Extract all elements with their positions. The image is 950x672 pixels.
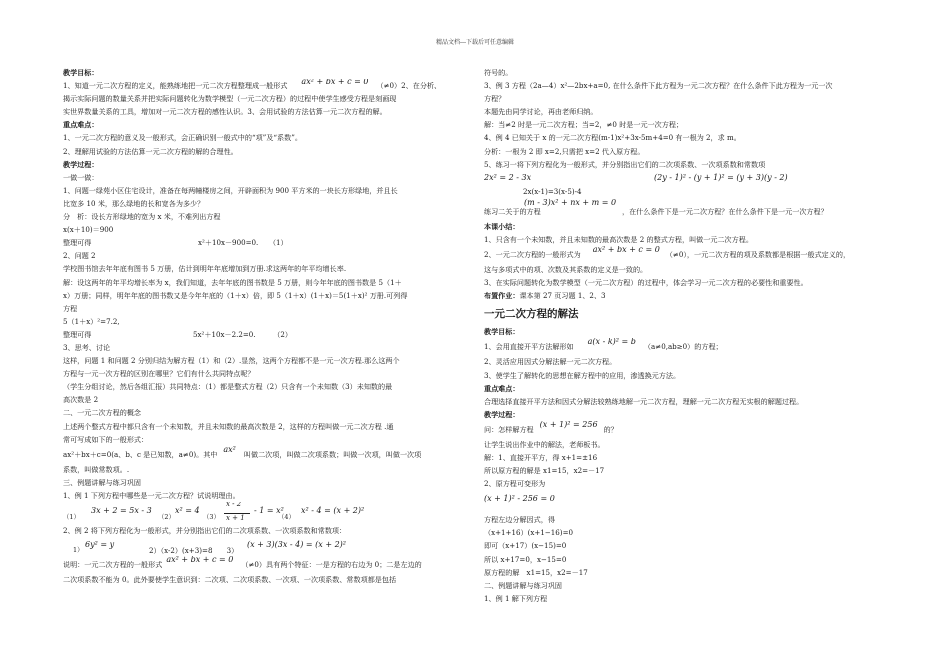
equation-1: x²＋10x－900=0. （1） <box>198 238 288 248</box>
text-part: （a≠0,ab≥0）的方程； <box>643 342 723 352</box>
text-line <box>63 236 469 249</box>
text-line: 常可写成如下的一般形式： <box>63 434 149 444</box>
right-column <box>484 66 889 605</box>
fraction-denominator: x + 1 <box>226 514 245 522</box>
general-form-formula: ax² + bx + c = 0 <box>166 556 234 565</box>
exercise-formula: (2y - 1)² - (y + 1)² = (y + 3)(y - 2) <box>654 172 788 182</box>
option-number: （2） <box>158 513 175 521</box>
text-line: 三、例题讲解与练习巩固 <box>63 477 142 487</box>
text-line: 学校图书馆去年年底有图书 5 万册，估计到明年年底增加到万册.求这两年的年平均增长率. <box>63 264 347 274</box>
item-number: 1） <box>73 546 84 555</box>
text-line: 方程左边分解因式，得 <box>484 515 555 525</box>
option-formula: 3x + 2 = 5x - 3 <box>91 506 152 515</box>
text-line: 5（1＋x）²=7.2, <box>63 316 120 326</box>
text-line: 比宽多 10 米，那么绿地的长和宽各为多少？ <box>63 198 205 208</box>
key-points-heading: 重点难点： <box>63 120 99 130</box>
example-equation: (x + 1)² - 256 = 0 <box>484 494 555 504</box>
text-line: 方程 <box>63 303 78 313</box>
homework-text: 课本第 27 页习题 1、2、3 <box>519 291 606 301</box>
text-label: 整理可得 <box>63 329 92 339</box>
text-label: 整理可得 <box>63 238 92 248</box>
text-line: 2、例 2 将下列方程化为一般形式，并分别指出它们的二次项系数、一次项系数和常数项： <box>63 526 347 535</box>
text-part: 2、一元二次方程的一般形式为 <box>484 250 581 260</box>
quadratic-term-formula: ax² <box>223 445 236 454</box>
option-number: （3） <box>203 513 220 521</box>
text-line: 二、一元二次方程的概念 <box>63 408 142 418</box>
text-line: x）万册；同样，明年年底的图书数又是今年年底的（1＋x）倍，即 5（1＋x）(1＋x)＝5(1＋x)² 万册.可列得 <box>63 290 408 300</box>
text-line: 上述两个整式方程中都只含有一个未知数，并且未知数的最高次数是 2，这样的方程叫做一元二次方程 .通 <box>63 421 394 431</box>
section-title: 一元二次方程的解法 <box>484 308 579 321</box>
general-form-formula: ax² + bx + c = 0 <box>592 246 660 255</box>
goal-text: 1、知道一元二次方程的定义，能熟练地把一元二次方程整理成一般形式 <box>63 81 288 91</box>
option-number: （4） <box>278 513 295 521</box>
general-form-formula: ax² + bx + c = 0 <box>301 79 369 87</box>
text-line: 3、使学生了解转化的思想在解方程中的应用，渗透换元方法。 <box>484 370 681 380</box>
text-line: 高次数是 2 <box>63 395 99 405</box>
fraction-numerator: x - 2 <box>226 502 242 508</box>
text-line: 3、思考、讨论 <box>63 342 111 352</box>
text-line: 1、只含有一个未知数，并且未知数的最高次数是 2 的整式方程，叫做一元二次方程。 <box>484 234 753 244</box>
text-line: 1、例 1 解下列方程 <box>484 593 548 603</box>
text-line <box>63 328 469 341</box>
text-line: 系数，叫做常数项。. <box>63 464 130 474</box>
text-part: 问：怎样解方程 <box>484 424 534 434</box>
homework-line <box>484 289 889 302</box>
exercise-formulas <box>484 171 889 185</box>
item-formula: (x + 3)(3x - 4) = (x + 2)² <box>247 540 346 550</box>
text-line: 分析：一根为 2 即 x=2,只需把 x=2 代入原方程。 <box>484 146 645 156</box>
text-line: 解：当≠2 时是一元二次方程；当=2，≠0 时是一元一次方程； <box>484 120 684 130</box>
text-line <box>63 446 469 463</box>
text-line: 二、例题讲解与练习巩固 <box>484 580 563 590</box>
text-line: 符号的。 <box>484 68 513 77</box>
text-line <box>484 198 889 220</box>
goal-text: （≠0）2、在分析、 <box>376 81 442 91</box>
example-equation: (x + 1)² = 256 <box>539 420 598 429</box>
goal-line: 揭示实际问题的数量关系并把实际问题转化为数学模型（一元二次方程）的过程中使学生感受方程是刻画现 <box>63 94 397 104</box>
text-line <box>484 338 889 355</box>
text-line: 4、例 4 已知关于 x 的一元二次方程(m-1)x²+3x-5m+4=0 有一根为 2，求 m。 <box>484 133 741 143</box>
example-2-items <box>63 537 469 556</box>
text-line: 本题先由同学讨论，再由老师归纳。 <box>484 107 598 117</box>
left-column <box>63 66 469 586</box>
key-point: 1、一元二次方程的意义及一般形式，会正确识别一般式中的“项”及“系数”。 <box>63 133 302 143</box>
summary-heading: 本课小结： <box>484 221 520 231</box>
text-line: 3、例 3 方程（2a—4）x²—2bx+a=0, 在什么条件下此方程为一元二次方程？在什么条件下此方程为一元一次 <box>484 81 833 91</box>
text-part: ax²＋bx＋c=0(a、b、c 是已知数，a≠0)。其中 <box>63 449 218 459</box>
goal-line: 实世界数量关系的工具，增加对一元二次方程的感性认识。3、会用试验的方法估算一元二次方程的解。 <box>63 107 387 117</box>
text-line: 合理选择直接开平方法和因式分解法较熟练地解一元二次方程，理解一元二次方程无实根的解题过程。 <box>484 396 804 406</box>
text-part: （≠0），一元二次方程的项及系数都是根据一般式定义的， <box>665 250 851 260</box>
example-1-options <box>63 502 469 524</box>
exercise-formula: (m - 3)x² + nx + m = 0 <box>524 197 617 207</box>
text-line <box>484 246 889 263</box>
text-line: 2、原方程可变形为 <box>484 479 546 489</box>
exercise-formula: 2x² = 2 - 3x <box>484 172 532 182</box>
option-formula: x² = 4 <box>175 506 200 515</box>
text-line: 解：设这两年的年平均增长率为 x，我们知道，去年年底的图书数是 5 万册，则今年年底的图书数是 5（1＋ <box>63 277 402 287</box>
text-line: 二次项系数不能为 0。此外要使学生意识到：二次项、二次项系数、一次项、一次项系数、常数项都是包括 <box>63 575 397 585</box>
goal-line <box>63 79 469 92</box>
text-line: 方程与一元一次方程的区别在哪里？它们有什么共同特点呢？ <box>63 369 255 379</box>
text-part: 的？ <box>603 424 618 434</box>
text-line: 3、在实际问题转化为数学模型（一元二次方程）的过程中，体会学习一元二次方程的必要性和重要性。 <box>484 278 808 288</box>
page-header-note: 精品文档---下载后可任意编辑 <box>435 39 515 46</box>
process-heading: 教学过程： <box>484 409 520 419</box>
key-points-heading: 重点难点： <box>484 383 520 393</box>
text-line <box>484 421 889 438</box>
text-line: 方程？ <box>484 94 506 104</box>
option-formula: - 1 = x² <box>254 506 284 515</box>
key-point: 2、理解用试验的方法估算一元二次方程的解的合理性。 <box>63 146 238 156</box>
text-line: x(x＋10)＝900 <box>63 225 114 235</box>
text-line <box>63 556 469 573</box>
text-line: 所以原方程的解是 x1=15，x2=－17 <box>484 466 605 476</box>
text-line: 1、例 1 下列方程中哪些是一元二次方程？试说明理由。 <box>63 490 240 500</box>
text-line: 让学生说出作业中的解法，老师板书。 <box>484 439 605 449</box>
equation-2: 5x²＋10x－2.2=0. （2） <box>193 329 292 339</box>
text-part: 叫做二次项，叫做二次项系数；叫做一次项，叫做一次项 <box>243 449 422 459</box>
process-heading: 教学过程： <box>63 159 99 169</box>
text-line: 1、问题一绿苑小区住宅设计，准备在每两幢楼房之间，开辟面积为 900 平方米的一块长方形绿地，并且长 <box>63 185 398 195</box>
text-line: （学生分组讨论，然后各组汇报）共同特点：（1）都是整式方程（2）只含有一个未知数（3）未知数的最 <box>63 382 393 392</box>
text-part: ，在什么条件下是一元二次方程？在什么条件下是一元一次方程？ <box>622 206 828 216</box>
text-line: （x+1+16）(x+1−16)=0 <box>484 528 574 538</box>
text-line: 这与多项式中的项、次数及其系数的定义是一致的。 <box>484 265 648 275</box>
goals-heading: 教学目标： <box>63 68 99 77</box>
homework-heading: 布置作业： <box>484 291 520 301</box>
text-part: 说明：一元二次方程的一般形式 <box>63 560 163 570</box>
text-line: 这样，问题 1 和问题 2 分别归结为解方程（1）和（2）.显然，这两个方程都不是一元一次方程.那么这两个 <box>63 356 400 366</box>
item-text: 2）（x-2）(x+3)=8 3） <box>149 546 239 556</box>
text-line <box>484 490 889 507</box>
item-formula: 6y² = y <box>85 540 115 550</box>
goals-heading: 教学目标： <box>484 327 520 337</box>
option-formula: x² - 4 = (x + 2)² <box>301 506 365 515</box>
text-line: 一做一做： <box>63 172 99 182</box>
text-line: 所以 x+17=0，x−15=0 <box>484 554 567 564</box>
square-root-form-formula: a(x - k)² = b <box>587 338 636 347</box>
text-line: 2、问题 2 <box>63 251 96 261</box>
option-number: （1） <box>63 513 80 521</box>
exercise-formula: 2x(x-1)=3(x-5)-4 <box>523 186 582 196</box>
text-line: 分 析：设长方形绿地的宽为 x 米，不难列出方程 <box>63 212 221 222</box>
text-line: 解：1、直接开平方，得 x+1=±16 <box>484 452 598 462</box>
text-part: 练习二关于的方程 <box>484 206 541 216</box>
text-line: 即可（x+17）(x−15)=0 <box>484 541 567 551</box>
text-line: 2、灵活应用因式分解法解一元二次方程。 <box>484 357 617 367</box>
text-part: （≠0）具有两个特征：一是方程的右边为 0；二是左边的 <box>241 560 422 570</box>
text-line: 5、练习一将下列方程化为一般形式，并分别指出它们的二次项系数、一次项系数和常数项 <box>484 159 766 169</box>
text-part: 1、会用直接开平方法解形如 <box>484 342 574 352</box>
text-line: 原方程的解 x1=15，x2=－17 <box>484 567 588 577</box>
